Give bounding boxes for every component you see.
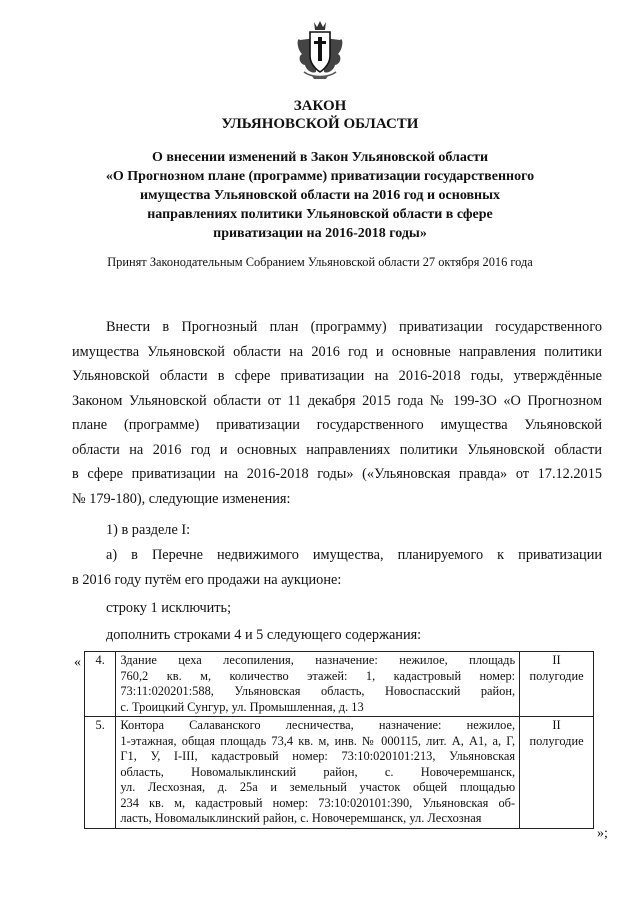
term-half: II bbox=[552, 653, 561, 667]
paragraph-line: в 2016 году путём его продажи на аукционе: bbox=[72, 571, 342, 588]
paragraph-line: имущества Ульяновской области на 2016 год и основные направления политики bbox=[72, 343, 602, 360]
privatization-term bbox=[520, 717, 594, 829]
subtitle-line: приватизации на 2016-2018 годы» bbox=[213, 226, 427, 241]
subtitle-line: направлениях политики Ульяновской области в сфере bbox=[147, 207, 493, 222]
subtitle-line: имущества Ульяновской области на 2016 год и основных bbox=[139, 188, 501, 203]
add-rows-note: дополнить строками 4 и 5 следующего содержания: bbox=[106, 627, 422, 643]
description-line: 73:11:020201:588, Ульяновская область, Новоспасский район, bbox=[120, 684, 516, 698]
description-line: ласть, Новомалыклинский район, с. Новочеремшанск, ул. Лесхозная bbox=[120, 811, 482, 825]
subtitle-line: О внесении изменений в Закон Ульяновской области bbox=[151, 150, 489, 165]
paragraph-line: Ульяновской области в сфере приватизации на 2016-2018 годы, утверждённые bbox=[72, 368, 602, 384]
description-line: Контора Салаванского лесничества, назначение: нежилое, bbox=[120, 718, 516, 732]
description-line: Г1, У, I-III, кадастровый номер: 73:10:020101:213, Ульяновская bbox=[120, 749, 516, 763]
paragraph-line: Внести в Прогнозный план (программу) приватизации государственного bbox=[106, 319, 602, 335]
privatization-term bbox=[520, 652, 594, 717]
description-line: Здание цеха лесопиления, назначение: нежилое, площадь bbox=[120, 653, 516, 667]
law-title: ЗАКОН bbox=[293, 98, 347, 114]
description-line: 234 кв. м, кадастровый номер: 73:10:020101:390, Ульяновская об- bbox=[120, 795, 516, 810]
paragraph-line: а) в Перечне недвижимого имущества, планируемого к приватизации bbox=[106, 547, 602, 563]
description-line: 760,2 кв. м, количество этажей: 1, кадастровый номер: bbox=[120, 668, 516, 683]
law-subtitle bbox=[0, 148, 640, 243]
coat-of-arms-icon bbox=[294, 18, 346, 80]
term-half: II bbox=[552, 718, 561, 732]
adoption-note: Принят Законодательным Собранием Ульяновской области 27 октября 2016 года bbox=[107, 255, 533, 269]
paragraph-line: области на 2016 год и основных направлениях политики Ульяновской области bbox=[72, 441, 602, 458]
subtitle-line: «О Прогнозном плане (программе) приватизации государственного bbox=[105, 169, 535, 184]
table-row bbox=[85, 717, 594, 829]
law-region: УЛЬЯНОВСКОЙ ОБЛАСТИ bbox=[221, 116, 419, 132]
property-table bbox=[84, 651, 594, 829]
property-description bbox=[116, 717, 520, 829]
row-number: 4. bbox=[85, 652, 116, 717]
term-label: полугодие bbox=[529, 733, 584, 748]
row-number: 5. bbox=[85, 717, 116, 829]
exclude-row-note: строку 1 исключить; bbox=[106, 600, 232, 616]
description-line: 1-этажная, общая площадь 73,4 кв. м, инв. № 000115, лит. А, А1, а, Г, bbox=[120, 733, 516, 748]
term-label: полугодие bbox=[529, 668, 584, 683]
item-1: 1) в разделе I: bbox=[106, 522, 191, 538]
item-a-paragraph bbox=[72, 543, 602, 592]
description-line: ул. Лесхозная, д. 25а и земельный участок общей площадью bbox=[120, 780, 516, 794]
main-paragraph bbox=[72, 315, 602, 511]
property-description bbox=[116, 652, 520, 717]
paragraph-line: плане (программе) приватизации государственного имущества Ульяновской bbox=[72, 417, 602, 433]
paragraph-line: № 179-180), следующие изменения: bbox=[72, 490, 291, 507]
paragraph-line: в сфере приватизации на 2016-2018 годы» («Ульяновская правда» от 17.12.2015 bbox=[72, 466, 602, 482]
table-row bbox=[85, 652, 594, 717]
opening-quote: « bbox=[74, 655, 81, 670]
description-line: с. Троицкий Сунгур, ул. Промышленная, д. 13 bbox=[120, 699, 364, 714]
closing-quote: »; bbox=[597, 826, 608, 841]
description-line: область, Новомалыклинский район, с. Новочеремшанск, bbox=[120, 764, 516, 779]
paragraph-line: Законом Ульяновской области от 11 декабря 2015 года № 199-ЗО «О Прогнозном bbox=[72, 392, 602, 409]
